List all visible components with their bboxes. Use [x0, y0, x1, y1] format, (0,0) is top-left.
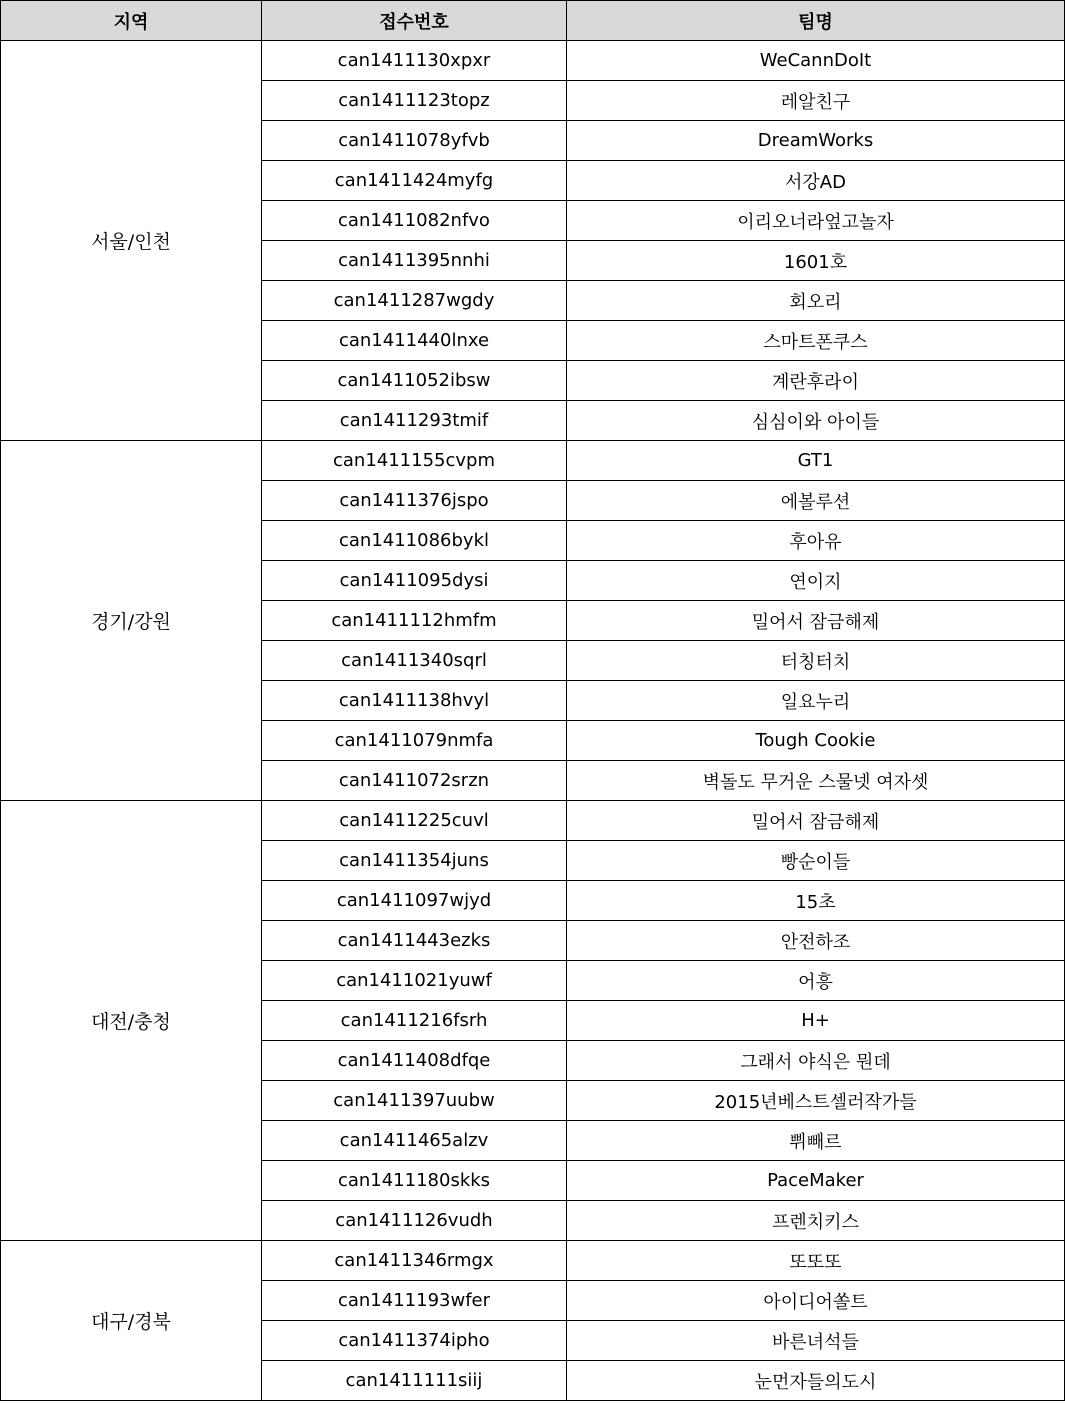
- receipt-number-cell: can1411440lnxe: [262, 321, 567, 361]
- team-name-cell: 15초: [567, 881, 1065, 921]
- receipt-number-cell: can1411138hvyl: [262, 681, 567, 721]
- table-body: [1, 41, 1065, 1401]
- region-cell: 경기/강원: [1, 441, 262, 801]
- team-name-cell: GT1: [567, 441, 1065, 481]
- team-name-cell: 밀어서 잠금해제: [567, 601, 1065, 641]
- receipt-number-cell: can1411095dysi: [262, 561, 567, 601]
- team-name-cell: 심심이와 아이들: [567, 401, 1065, 441]
- team-name-cell: 쀠빼르: [567, 1121, 1065, 1161]
- header-team-name: 팀명: [567, 1, 1065, 41]
- receipt-number-cell: can1411072srzn: [262, 761, 567, 801]
- team-name-cell: 에볼루션: [567, 481, 1065, 521]
- team-name-cell: 레알친구: [567, 81, 1065, 121]
- receipt-number-cell: can1411443ezks: [262, 921, 567, 961]
- receipt-number-cell: can1411293tmif: [262, 401, 567, 441]
- receipt-number-cell: can1411126vudh: [262, 1201, 567, 1241]
- team-name-cell: 이리오너라엎고놀자: [567, 201, 1065, 241]
- receipt-number-cell: can1411078yfvb: [262, 121, 567, 161]
- receipt-number-cell: can1411374ipho: [262, 1321, 567, 1361]
- team-name-cell: 빵순이들: [567, 841, 1065, 881]
- header-region: 지역: [1, 1, 262, 41]
- team-name-cell: 계란후라이: [567, 361, 1065, 401]
- receipt-number-cell: can1411340sqrl: [262, 641, 567, 681]
- team-name-cell: 회오리: [567, 281, 1065, 321]
- team-name-cell: 서강AD: [567, 161, 1065, 201]
- receipt-number-cell: can1411376jspo: [262, 481, 567, 521]
- receipt-number-cell: can1411287wgdy: [262, 281, 567, 321]
- team-name-cell: 안전하조: [567, 921, 1065, 961]
- team-name-cell: 어흥: [567, 961, 1065, 1001]
- region-cell: 대구/경북: [1, 1241, 262, 1401]
- team-name-cell: 후아유: [567, 521, 1065, 561]
- team-name-cell: 연이지: [567, 561, 1065, 601]
- team-name-cell: DreamWorks: [567, 121, 1065, 161]
- team-name-cell: 아이디어쏠트: [567, 1281, 1065, 1321]
- receipt-number-cell: can1411112hmfm: [262, 601, 567, 641]
- receipt-number-cell: can1411397uubw: [262, 1081, 567, 1121]
- receipt-number-cell: can1411193wfer: [262, 1281, 567, 1321]
- team-name-cell: 2015년베스트셀러작가들: [567, 1081, 1065, 1121]
- team-name-cell: 눈먼자들의도시: [567, 1361, 1065, 1401]
- receipt-number-cell: can1411180skks: [262, 1161, 567, 1201]
- receipt-number-cell: can1411097wjyd: [262, 881, 567, 921]
- header-receipt-number: 접수번호: [262, 1, 567, 41]
- receipt-number-cell: can1411086bykl: [262, 521, 567, 561]
- receipt-number-cell: can1411111siij: [262, 1361, 567, 1401]
- receipt-number-cell: can1411082nfvo: [262, 201, 567, 241]
- team-name-cell: 밀어서 잠금해제: [567, 801, 1065, 841]
- team-name-cell: Tough Cookie: [567, 721, 1065, 761]
- receipt-number-cell: can1411395nnhi: [262, 241, 567, 281]
- header-row: [1, 1, 1065, 41]
- team-name-cell: 스마트폰쿠스: [567, 321, 1065, 361]
- team-name-cell: 1601호: [567, 241, 1065, 281]
- team-name-cell: 그래서 야식은 뭔데: [567, 1041, 1065, 1081]
- receipt-number-cell: can1411354juns: [262, 841, 567, 881]
- receipt-number-cell: can1411130xpxr: [262, 41, 567, 81]
- team-name-cell: 터칭터치: [567, 641, 1065, 681]
- team-name-cell: PaceMaker: [567, 1161, 1065, 1201]
- receipt-number-cell: can1411123topz: [262, 81, 567, 121]
- receipt-number-cell: can1411465alzv: [262, 1121, 567, 1161]
- team-name-cell: 일요누리: [567, 681, 1065, 721]
- receipt-number-cell: can1411052ibsw: [262, 361, 567, 401]
- table-row: [1, 441, 1065, 481]
- receipt-number-cell: can1411346rmgx: [262, 1241, 567, 1281]
- team-name-cell: WeCannDoIt: [567, 41, 1065, 81]
- team-name-cell: 벽돌도 무거운 스물넷 여자셋: [567, 761, 1065, 801]
- team-name-cell: H+: [567, 1001, 1065, 1041]
- team-name-cell: 바른녀석들: [567, 1321, 1065, 1361]
- receipt-number-cell: can1411079nmfa: [262, 721, 567, 761]
- table-row: [1, 41, 1065, 81]
- region-cell: 서울/인천: [1, 41, 262, 441]
- team-name-cell: 또또또: [567, 1241, 1065, 1281]
- receipt-number-cell: can1411424myfg: [262, 161, 567, 201]
- receipt-number-cell: can1411216fsrh: [262, 1001, 567, 1041]
- receipt-number-cell: can1411225cuvl: [262, 801, 567, 841]
- table-row: [1, 1241, 1065, 1281]
- receipt-number-cell: can1411408dfqe: [262, 1041, 567, 1081]
- region-cell: 대전/충청: [1, 801, 262, 1241]
- receipt-number-cell: can1411021yuwf: [262, 961, 567, 1001]
- table-row: [1, 801, 1065, 841]
- team-name-cell: 프렌치키스: [567, 1201, 1065, 1241]
- receipt-number-cell: can1411155cvpm: [262, 441, 567, 481]
